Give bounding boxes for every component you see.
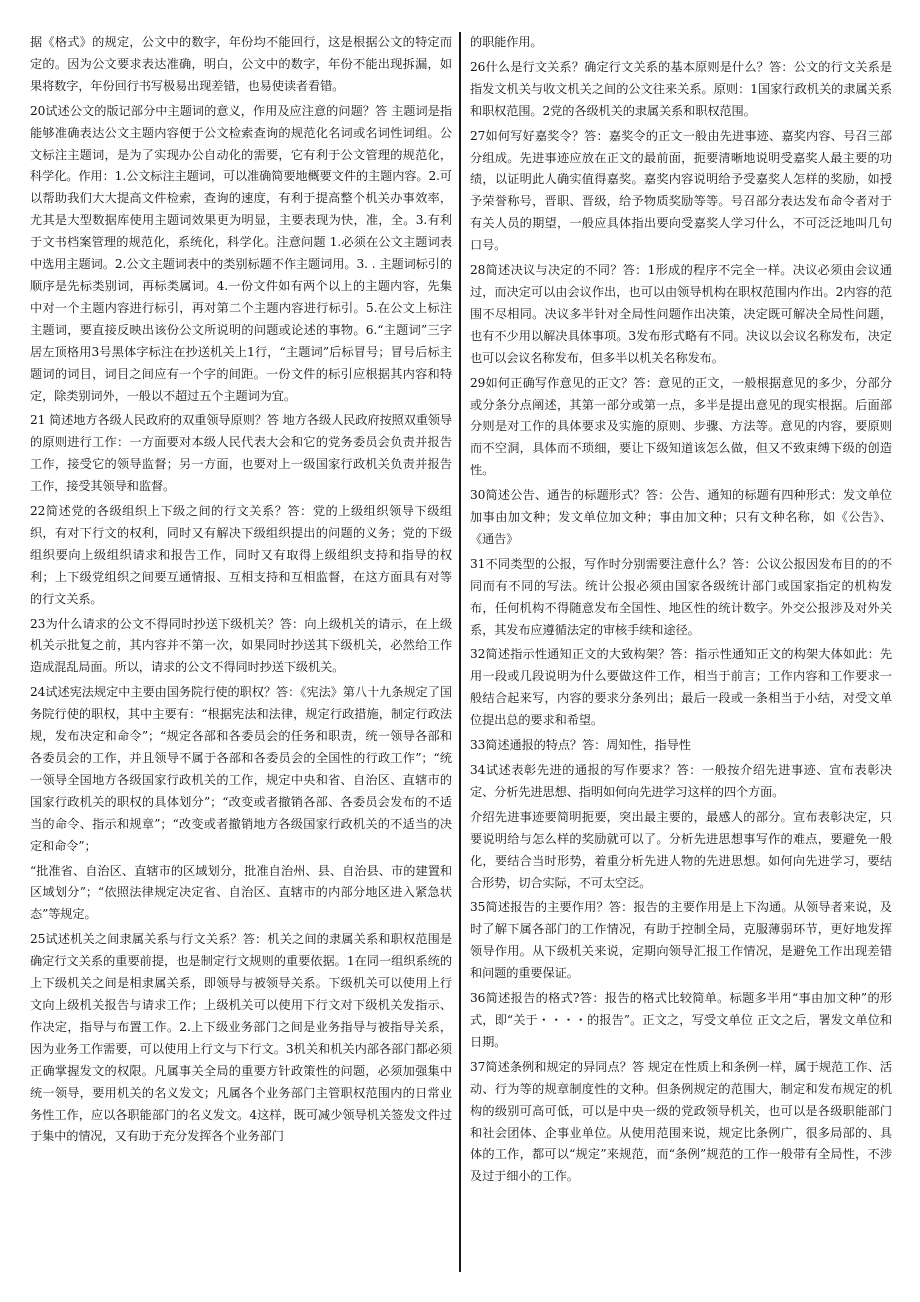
paragraph: 37简述条例和规定的异同点？答 规定在性质上和条例一样，属于规范工作、活动、行为等的规章制度性的文种。但条例规定的范围大，制定和发布规定的机构的级别可高可低，可以是中央一级的党政领导机关，也可以是各级职能部门和社会团体、企事业单位。从使用范围来说，规定比条例广，很多局部的、具体的工作，都可以“规定”来规范，而“条例”规范的工作一般带有全局性，不涉及过于细小的工作。 bbox=[470, 1059, 893, 1184]
paragraph: 30简述公告、通告的标题形式？答：公告、通知的标题有四种形式：发文单位加事由加文种；发文单位加文种；事由加文种；只有文种名称，如《公告》、《通告》 bbox=[470, 488, 893, 546]
paragraph: 35简述报告的主要作用？答：报告的主要作用是上下沟通。从领导者来说，及时了解下属各部门的工作情况，有助于控制全局，克服薄弱环节，更好地发挥领导作用。从下级机关来说，定期向领导汇报工作情况，是避免工作出现差错和问题的重要保证。 bbox=[470, 900, 893, 981]
right-column bbox=[462, 32, 892, 1272]
paragraph: 32简述指示性通知正文的大致构架？答：指示性通知正文的构架大体如此：先用一段或几段说明为什么要做这件工作，相当于前言；工作内容和工作要求一般结合起来写，内容的要求分条列出；最后一段或一条相当于小结，对受文单位提出总的要求和希望。 bbox=[470, 647, 893, 728]
paragraph: 27如何写好嘉奖令？答：嘉奖令的正文一般由先进事迹、嘉奖内容、号召三部分组成。先进事迹应放在正文的最前面，扼要清晰地说明受嘉奖人最主要的功绩，以证明此人确实值得嘉奖。嘉奖内容说明给予受嘉奖人怎样的奖励，如授予荣誉称号，晋职、晋级，给予物质奖励等等。号召部分表达发布命令者对于有关人员的期望，一般应具体指出要向受嘉奖人学习什么，不可泛泛地叫几句口号。 bbox=[470, 128, 893, 253]
paragraph: 25试述机关之间隶属关系与行文关系？答：机关之间的隶属关系和职权范围是确定行文关系的重要前提，也是制定行文规则的重要依据。1在同一组织系统的上下级机关之间是相隶属关系，即领导与被领导关系。下级机关可以使用上行文向上级机关报告与请求工作；上级机关可以使用下行文对下级机关发指示、作决定，指导与布置工作。2.上下级业务部门之间是业务指导与被指导关系，因为业务工作需要，可以使用上行文与下行文。3机关和机关内部各部门都必须正确掌握发文的权限。凡属事关全局的重要方针政策性的问题，必须加强集中统一领导，要用机关的名义发文；凡属各个业务部门主管职权范围内的日常业务性工作，应以各职能部门的名义发文。4这样，既可减少领导机关签发文件过于集中的情况，又有助于充分发挥各个业务部门 bbox=[30, 932, 453, 1144]
paragraph: 26什么是行文关系？确定行文关系的基本原则是什么？答：公文的行文关系是指发文机关与收文机关之间的公文往来关系。原则：1国家行政机关的隶属关系和职权范围。2党的各级机关的隶属关系和职权范围。 bbox=[470, 59, 893, 118]
paragraph: 28简述决议与决定的不同？答：1形成的程序不完全一样。决议必须由会议通过，而决定可以由会议作出，也可以由领导机构在职权范围内作出。2内容的范围不尽相同。决议多半针对全局性问题作出决策，决定既可解决全局性问题，也有不少用以解决具体事项。3发布形式略有不同。决议以会议名称发布，决定也可以会议名称发布，但多半以机关名称发布。 bbox=[470, 263, 893, 365]
column-divider bbox=[459, 32, 461, 1272]
paragraph: 23为什么请求的公文不得同时抄送下级机关？答：向上级机关的请示，在上级机关示批复之前，其内容并不第一次，如果同时抄送其下级机关，必然给工作造成混乱局面。所以，请求的公文不得同时抄送下级机关。 bbox=[30, 616, 453, 675]
paragraph: 20试述公文的版记部分中主题词的意义，作用及应注意的问题？答 主题词是指能够准确表达公文主题内容便于公文检索查询的规范化名词或名词性词组。公文标注主题词，是为了实现办公自动化的需要，它有利于公文管理的规范化，科学化。作用：1.公文标注主题词，可以准确简要地概要文件的主题内容。2.可以帮助我们大大提高文件检索，查询的速度，有利于提高整个机关办事效率，尤其是大型数据库使用主题词效果更为明显，主要表现为快，准，全。3.有利于文书档案管理的规范化，系统化，科学化。注意问题 1.必须在公文主题词表中选用主题词。2.公文主题词表中的类别标题不作主题词用。3. . 主题词标引的顺序是先标类别词，再标类属词。4.一份文件如有两个以上的主题内容，先集中对一个主题内容进行标引，再对第二个主题内容进行标引。5.在公文上标注主题词，要直接反映出该份公文所说明的问题或论述的事物。6.“主题词”三字居左顶格用3号黑体字标注在抄送机关上1行，“主题词”后标冒号；冒号后标主题词的词目，词目之间应有一个字的间距。一份文件的标引应根据其内容和特定，除类别词外，一般以不超过五个主题词为宜。 bbox=[30, 103, 453, 403]
left-column bbox=[30, 32, 458, 1272]
paragraph: “批准省、自治区、直辖市的区域划分，批准自治州、县、自治县、市的建置和区域划分”；“依照法律规定决定省、自治区、直辖市的内部分地区进入紧急状态”等规定。 bbox=[30, 863, 453, 922]
document-page bbox=[30, 32, 892, 1272]
paragraph: 31不同类型的公报，写作时分别需要注意什么？答：公议公报因发布目的的不同而有不同的写法。统计公报必须由国家各级统计部门或国家指定的机构发布，任何机构不得随意发布全国性、地区性的统计数字。外交公报涉及对外关系，其发布应遵循法定的审核手续和途径。 bbox=[470, 556, 893, 637]
paragraph: 介绍先进事迹要简明扼要，突出最主要的，最感人的部分。宣布表彰决定，只要说明给与怎么样的奖励就可以了。分析先进思想事写作的难点，要避免一般化，要结合当时形势，着重分析先进人物的先进思想。如何向先进学习，要结合形势，切合实际，不可太空泛。 bbox=[470, 809, 893, 890]
paragraph: 21 简述地方各级人民政府的双重领导原则？答 地方各级人民政府按照双重领导的原则进行工作：一方面要对本级人民代表大会和它的党务委员会负责并报告工作，接受它的领导监督；另一方面，也要对上一级国家行政机关负责并报告工作，接受其领导和监督。 bbox=[30, 413, 453, 494]
paragraph: 34试述表彰先进的通报的写作要求？答：一般按介绍先进事迹、宣布表彰决定、分析先进思想、指明如何向先进学习这样的四个方面。 bbox=[470, 763, 893, 799]
paragraph: 33简述通报的特点？答：周知性，指导性 bbox=[470, 738, 691, 753]
paragraph: 据《格式》的规定，公文中的数字，年份均不能回行，这是根据公文的特定而定的。因为公文要求表达准确，明白，公文中的数字，年份不能出现拆漏，如果将数字，年份回行书写极易出现差错，也易使读者看错。 bbox=[30, 35, 453, 93]
paragraph: 29如何正确写作意见的正文？答：意见的正文，一般根据意见的多少，分部分或分条分点阐述，其第一部分或第一点，多半是提出意见的现实根据。后面部分则是对工作的具体要求及实施的原则、步骤、方法等。意见的内容，要原则而不空洞，具体而不琐细，要让下级知道该怎么做，但又不致束缚下级的创造性。 bbox=[470, 375, 893, 478]
paragraph: 36简述报告的格式?答：报告的格式比较简单。标题多半用“事由加文种”的形式，即“关于・・・・的报告”。正文之，写受文单位 正文之后，署发文单位和日期。 bbox=[470, 991, 893, 1049]
paragraph: 22简述党的各级组织上下级之间的行文关系？答：党的上级组织领导下级组织，有对下行文的权利，同时又有解决下级组织提出的问题的义务；党的下级组织要向上级组织请求和报告工作，同时又有取得上级组织支持和指导的权利；上下级党组织之间要互通情报、互相支持和互相监督，在这方面具有对等的行文关系。 bbox=[30, 504, 453, 606]
paragraph: 的职能作用。 bbox=[470, 35, 543, 49]
paragraph: 24试述宪法规定中主要由国务院行使的职权？答：《宪法》第八十九条规定了国务院行使的职权，其中主要有：“根据宪法和法律，规定行政措施，制定行政法规，发布决定和命令”；“规定各部和各委员会的任务和职责，统一领导各部和各委员会的工作，并且领导不属于各部和各委员会的全国性的行政工作”；“统一领导全国地方各级国家行政机关的工作，规定中央和省、自治区、直辖市的国家行政机关的职权的具体划分”；“改变或者撤销各部、各委员会发布的不适当的命令、指示和规章”；“改变或者撤销地方各级国家行政机关的不适当的决定和命令”； bbox=[30, 685, 453, 853]
